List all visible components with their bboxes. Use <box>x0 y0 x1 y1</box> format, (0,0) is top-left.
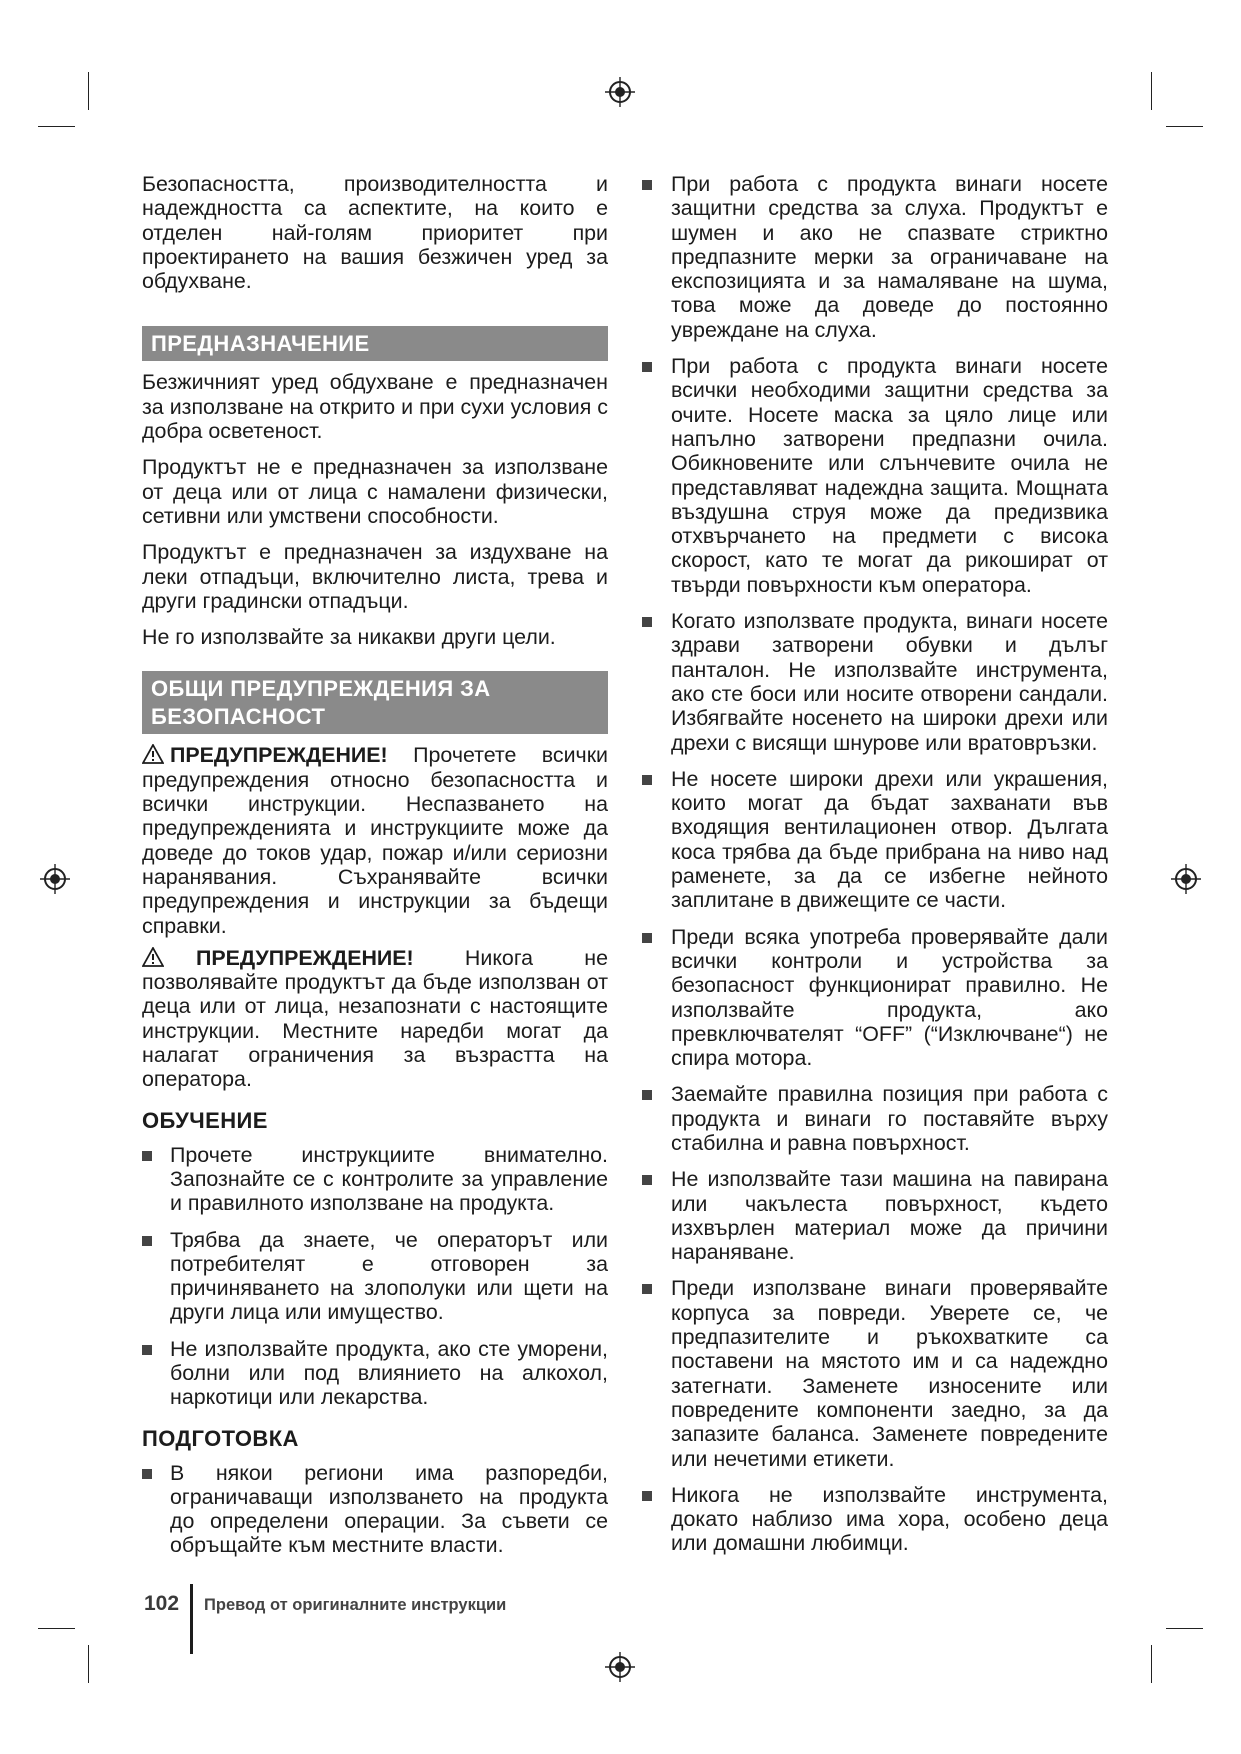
purpose-paragraph: Безжичният уред обдухване е предназначен за използване на открито и при сухи условия с добра осветеност. <box>142 370 608 444</box>
purpose-paragraph: Продуктът не е предназначен за използване от деца или от лица с намалени физически, сетивни или умствени способности. <box>142 455 608 528</box>
list-item: Никога не използвайте инструмента, докато наблизо има хора, особено деца или домашни любимци. <box>642 1483 1108 1556</box>
list-item: Трябва да знаете, че операторът или потребителят е отговорен за причиняването на злополуки или щети на други лица или имущество. <box>142 1228 608 1325</box>
bullet-icon <box>642 1491 652 1501</box>
warning-triangle-icon <box>142 947 164 967</box>
section-heading-general-warnings <box>142 671 608 734</box>
list-item: При работа с продукта винаги носете всички необходими защитни средства за очите. Носете маска за цяло лице или напълно затворени предпазни очила. Обикновените или слънчевите очила не представляват надеждна защита. Мощната въздушна струя може да предизвика отхвърчането на предмети с висока скорост, като те могат да рикошират от твърди повърхности към оператора. <box>642 354 1108 597</box>
list-item: Преди използване винаги проверявайте корпуса за повреди. Уверете се, че предпазителите и ръкохватките са поставени на мястото им и са надеждно затегнати. Заменете износените или повредените компоненти заедно, за да запазите баланса. Заменете повредените или нечетими етикети. <box>642 1276 1108 1470</box>
crop-mark-top-left-v <box>88 72 89 110</box>
registration-mark-icon <box>605 77 635 107</box>
bullet-icon <box>642 362 652 372</box>
purpose-paragraph: Не го използвайте за никакви други цели. <box>142 625 556 650</box>
bullet-icon <box>642 1090 652 1100</box>
bullet-icon <box>142 1151 152 1161</box>
heading-line: ОБЩИ ПРЕДУПРЕЖДЕНИЯ ЗА <box>151 676 491 702</box>
warning-label: ПРЕДУПРЕЖДЕНИЕ! <box>170 743 388 768</box>
bullet-icon <box>642 775 652 785</box>
crop-mark-top-right-v <box>1151 72 1152 110</box>
left-column <box>142 172 608 1570</box>
registration-mark-icon <box>1171 864 1201 894</box>
bullet-icon <box>642 933 652 943</box>
bullet-icon <box>642 617 652 627</box>
section-heading-purpose: ПРЕДНАЗНАЧЕНИЕ <box>142 326 608 361</box>
crop-mark-bottom-left-h <box>38 1628 75 1629</box>
warning-paragraph <box>142 946 608 1092</box>
warning-paragraph <box>142 743 608 937</box>
safety-list <box>642 172 1108 1556</box>
warning-text: Прочетете всички предупреждения относно безопасността и всички инструкции. Неспазването на предупрежденията и инструкциите може да доведе до токов удар, пожар и/или сериозни наранявания. Съхранявайте всички предупреждения и инструкции за бъдещи справки. <box>142 743 608 938</box>
warning-triangle-icon <box>142 744 164 764</box>
list-item: Когато използвате продукта, винаги носете здрави затворени обувки и дълъг панталон. Не използвайте инструмента, ако сте боси или носите отворени сандали. Избягвайте носенето на широки дрехи или дрехи с висящи шнурове или вратовръзки. <box>642 609 1108 755</box>
crop-mark-top-right-h <box>1166 126 1203 127</box>
right-column <box>642 172 1108 1568</box>
page-number: 102 <box>144 1592 180 1615</box>
list-item: Не използвайте тази машина на павирана или чакълеста повърхност, където изхвърлен материал може да причини нараняване. <box>642 1167 1108 1264</box>
bullet-icon <box>642 1175 652 1185</box>
intro-paragraph: Безопасността, производителността и надеждността са аспектите, на които е отделен най-голям приоритет при проектирането на вашия безжичен уред за обдухване. <box>142 172 608 294</box>
crop-mark-bottom-right-h <box>1166 1628 1203 1629</box>
subheading-preparation: ПОДГОТОВКА <box>142 1425 299 1451</box>
preparation-list <box>142 1461 608 1558</box>
bullet-icon <box>142 1236 152 1246</box>
crop-mark-bottom-left-v <box>88 1645 89 1683</box>
list-item: Не използвайте продукта, ако сте уморени, болни или под влиянието на алкохол, наркотици или лекарства. <box>142 1337 608 1410</box>
bullet-icon <box>642 180 652 190</box>
warning-text: Никога не позволявайте продуктът да бъде използван от деца или от лица, незапознати с настоящите инструкции. Местните наредби могат да налагат ограничения за възрастта на оператора. <box>142 945 608 1092</box>
bullet-icon <box>142 1345 152 1355</box>
heading-line: БЕЗОПАСНОСТ <box>151 704 326 730</box>
list-item: Заемайте правилна позиция при работа с продукта и винаги го поставяйте върху стабилна и равна повърхност. <box>642 1082 1108 1155</box>
warning-label: ПРЕДУПРЕЖДЕНИЕ! <box>196 945 414 970</box>
list-item: Прочете инструкциите внимателно. Запознайте се с контролите за управление и правилното използване на продукта. <box>142 1143 608 1216</box>
bullet-icon <box>642 1284 652 1294</box>
crop-mark-top-left-h <box>38 126 75 127</box>
subheading-training: ОБУЧЕНИЕ <box>142 1107 268 1133</box>
list-item: Не носете широки дрехи или украшения, които могат да бъдат захванати във входящия вентилационен отвор. Дългата коса трябва да бъде прибрана на ниво над раменете, за да се избегне нейното заплитане в движещите се части. <box>642 767 1108 913</box>
footer-divider <box>190 1584 193 1654</box>
purpose-paragraph: Продуктът е предназначен за издухване на леки отпадъци, включително листа, трева и други градински отпадъци. <box>142 540 608 613</box>
bullet-icon <box>142 1469 152 1479</box>
registration-mark-icon <box>40 864 70 894</box>
training-list <box>142 1143 608 1410</box>
list-item: В някои региони има разпоредби, ограничаващи използването на продукта до определени операции. За съвети се обръщайте към местните власти. <box>142 1461 608 1558</box>
list-item: Преди всяка употреба проверявайте дали всички контроли и устройства за безопасност функционират правилно. Не използвайте продукта, ако превключвателят “OFF” (“Изключване“) не спира мотора. <box>642 925 1108 1071</box>
list-item: При работа с продукта винаги носете защитни средства за слуха. Продуктът е шумен и ако не спазвате стриктно предпазните мерки за ограничаване на експозицията и за намаляване на шума, това може да доведе до постоянно увреждане на слуха. <box>642 172 1108 342</box>
registration-mark-icon <box>605 1652 635 1682</box>
footer-caption: Превод от оригиналните инструкции <box>204 1596 507 1614</box>
crop-mark-bottom-right-v <box>1151 1645 1152 1683</box>
